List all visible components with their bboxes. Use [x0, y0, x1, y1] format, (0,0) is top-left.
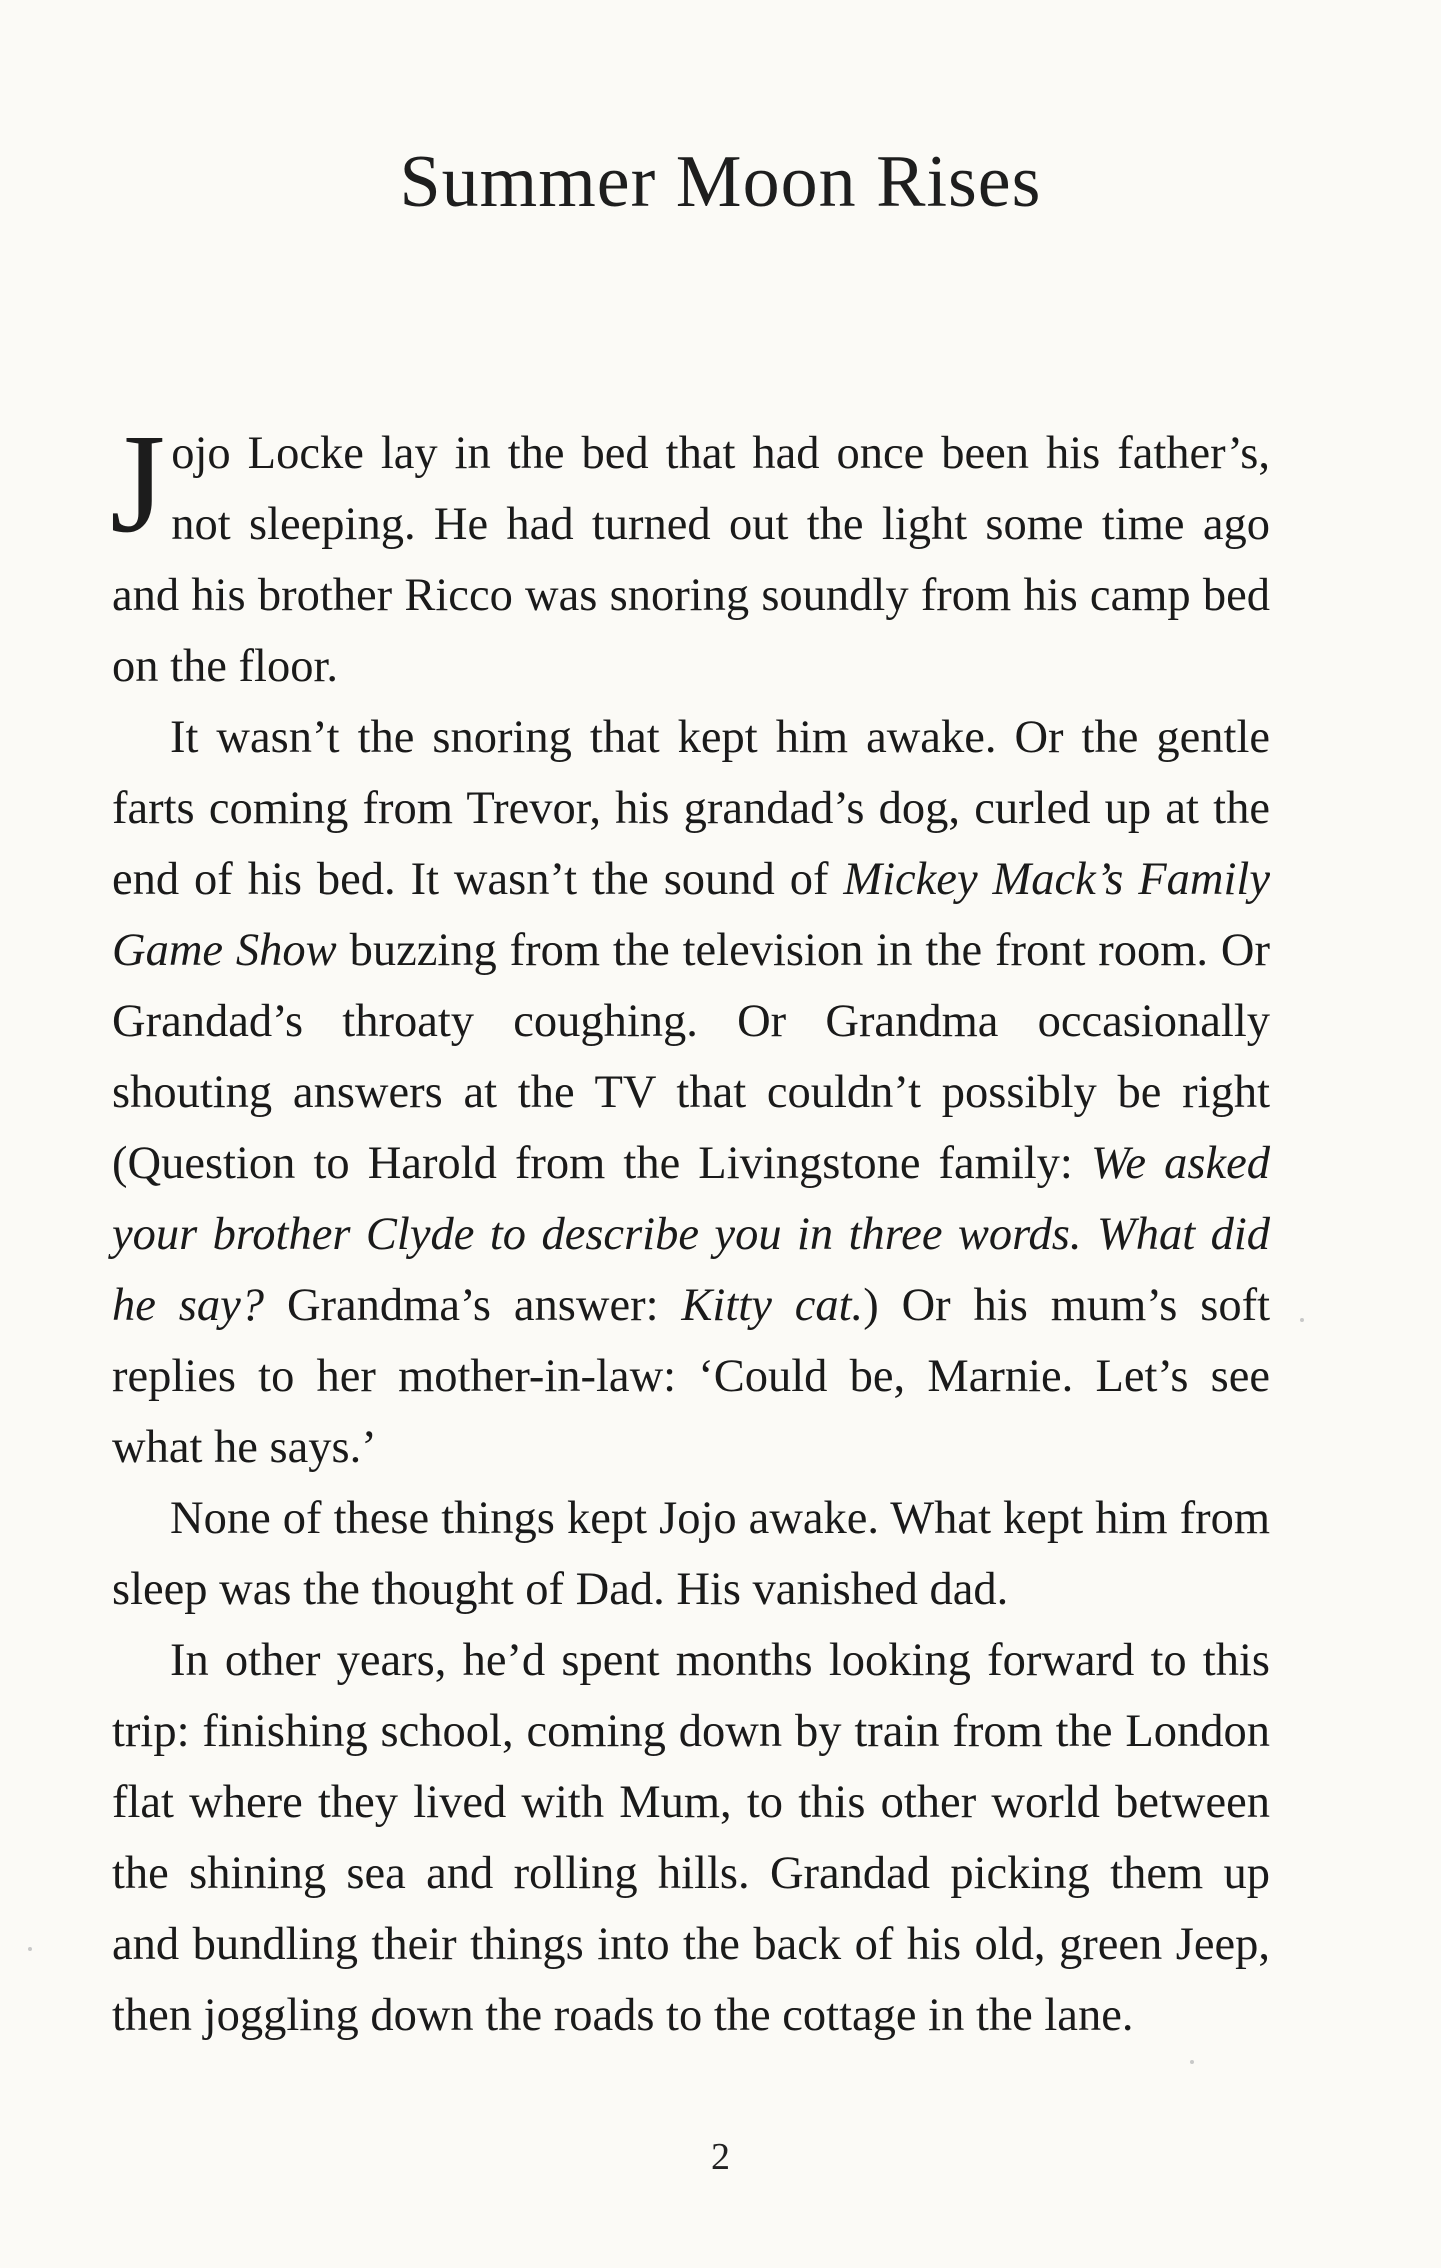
paper-speck: [1300, 1318, 1304, 1322]
italic-text: Kitty cat.: [681, 1280, 864, 1331]
page-number: 2: [711, 2136, 730, 2178]
paragraph: [110, 404, 1270, 702]
italic-text: Mickey Mack’s Family Game Show: [112, 854, 1270, 976]
text-segment: ) Or his mum’s soft replies to her mother-in-law: ‘Could be, Marnie. Let’s see what he says.’: [112, 1280, 1271, 1473]
paper-speck: [1190, 2060, 1194, 2064]
text-segment: It wasn’t the snoring that kept him awake. Or the gentle farts coming from Trevor, his grandad’s dog, curled up at the end of his bed. It wasn’t the sound of: [112, 712, 1270, 905]
paragraph: [112, 1483, 1270, 1625]
paragraph: [112, 1625, 1270, 2051]
italic-text: We asked your brother Clyde to describe you in three words. What did he say?: [112, 1138, 1271, 1331]
text-segment: buzzing from the television in the front room. Or Grandad’s throaty coughing. Or Grandma occasionally shouting answers at the TV that couldn’t possibly be right (Question to Harold from the Livingstone family:: [112, 925, 1270, 1189]
text-segment: ojo Locke lay in the bed that had once been his father’s, not sleeping. He had turned out the light some time ago and his brother Ricco was snoring soundly from his camp bed on the floor.: [112, 428, 1270, 692]
chapter-title: Summer Moon Rises: [399, 141, 1042, 223]
drop-cap: J: [110, 404, 166, 562]
paper-speck: [28, 1947, 32, 1951]
text-segment: None of these things kept Jojo awake. What kept him from sleep was the thought of Dad. His vanished dad.: [112, 1493, 1270, 1615]
text-segment: Grandma’s answer:: [264, 1280, 682, 1331]
text-segment: In other years, he’d spent months looking forward to this trip: finishing school, coming down by train from the London flat where they lived with Mum, to this other world between the shining sea and rolling hills. Grandad picking them up and bundling their things into the back of his old, green Jeep, then joggling down the roads to the cottage in the lane.: [112, 1635, 1270, 2041]
chapter-body: [110, 404, 1271, 2051]
paragraph: [112, 702, 1270, 1483]
